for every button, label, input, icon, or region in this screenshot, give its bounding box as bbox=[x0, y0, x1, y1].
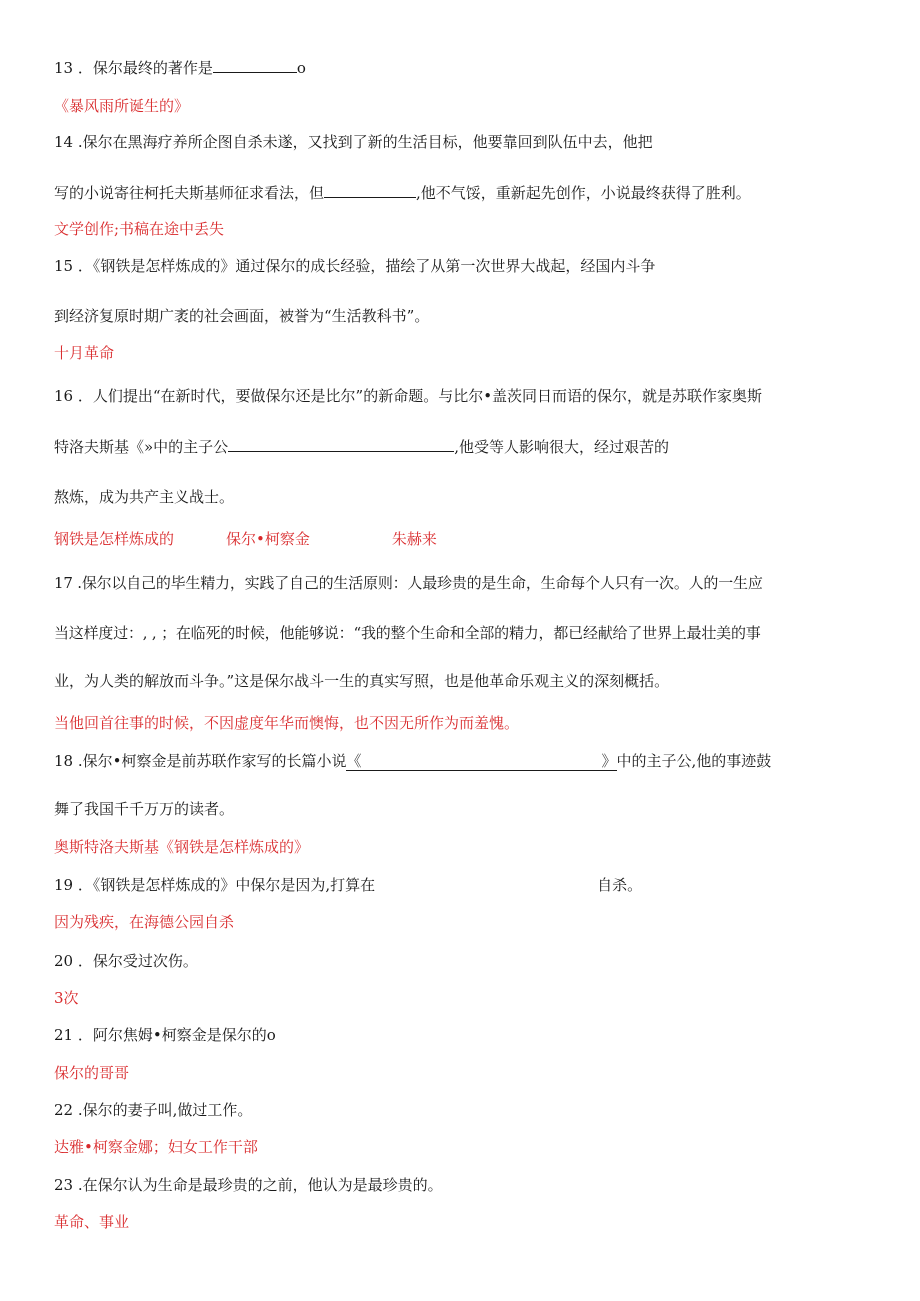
q19-text: 19 ．《钢铁是怎样炼成的》中保尔是因为,打算在 bbox=[54, 876, 376, 894]
q18-text-end: 中的主子公,他的事迹鼓 bbox=[616, 752, 772, 770]
q16-text-end: ,他受等人影响很大，经过艰苦的 bbox=[454, 438, 669, 456]
q18-text: 18 .保尔•柯察金是前苏联作家写的长篇小说 bbox=[54, 752, 347, 770]
q16-answer-3: 朱赫来 bbox=[391, 530, 437, 548]
q15-answer: 十月革命 bbox=[54, 344, 115, 362]
q23-line1: 23 .在保尔认为生命是最珍贵的之前，他认为是最珍贵的。 bbox=[54, 1176, 443, 1194]
q18-blank bbox=[346, 752, 616, 771]
q14-text-end: ,他不气馁，重新起先创作，小说最终获得了胜利。 bbox=[416, 184, 751, 202]
q18-close-quote: 》 bbox=[601, 752, 617, 770]
q18-line2: 舞了我国千千万万的读者。 bbox=[54, 800, 235, 818]
q23-answer: 革命、事业 bbox=[54, 1213, 130, 1231]
q18-line1 bbox=[54, 751, 771, 771]
q13-text-end: o bbox=[296, 59, 306, 77]
q16-line3: 熬炼，成为共产主义战士。 bbox=[54, 488, 235, 506]
q21-answer: 保尔的哥哥 bbox=[54, 1064, 130, 1082]
q16-answers bbox=[54, 529, 437, 549]
q22-line1: 22 .保尔的妻子叫,做过工作。 bbox=[54, 1101, 253, 1119]
q15-line1: 15 ．《钢铁是怎样炼成的》通过保尔的成长经验，描绘了从第一次世界大战起，经国内斗争 bbox=[54, 257, 656, 275]
q16-blank bbox=[228, 437, 454, 452]
q14-answer: 文学创作;书稿在途中丢失 bbox=[54, 220, 225, 238]
q19-line1 bbox=[54, 875, 642, 895]
q18-answer: 奥斯特洛夫斯基《钢铁是怎样炼成的》 bbox=[54, 838, 310, 856]
q16-line1: 16 ．人们提出“在新时代，要做保尔还是比尔”的新命题。与比尔•盖茨同日而语的保尔，就是苏联作家奥斯 bbox=[54, 387, 763, 405]
q14-line1: 14 .保尔在黑海疗养所企图自杀未遂，又找到了新的生活目标，他要靠回到队伍中去，他把 bbox=[54, 133, 653, 151]
q17-line3: 业，为人类的解放而斗争。”这是保尔战斗一生的真实写照，也是他革命乐观主义的深刻概括。 bbox=[54, 672, 670, 690]
q16-line2 bbox=[54, 437, 669, 457]
q17-line2: 当这样度过：, , ；在临死的时候，他能够说：“我的整个生命和全部的精力，都已经献给了世界上最壮美的事 bbox=[54, 624, 761, 642]
q14-line2 bbox=[54, 183, 751, 203]
q17-line1: 17 .保尔以自己的毕生精力，实践了自己的生活原则：人最珍贵的是生命，生命每个人只有一次。人的一生应 bbox=[54, 574, 763, 592]
q14-text: 写的小说寄往柯托夫斯基师征求看法，但 bbox=[54, 184, 325, 202]
q13-text: 13 ．保尔最终的著作是 bbox=[54, 59, 213, 77]
q13-answer: 《暴风雨所诞生的》 bbox=[54, 97, 190, 115]
q18-open-quote: 《 bbox=[346, 752, 362, 770]
q16-answer-1: 钢铁是怎样炼成的 bbox=[54, 530, 175, 548]
q15-line2: 到经济复原时期广袤的社会画面，被誉为“生活教科书”。 bbox=[54, 307, 430, 325]
q20-answer: 3次 bbox=[54, 989, 79, 1007]
q13-line1 bbox=[54, 58, 306, 78]
q19-answer: 因为残疾，在海德公园自杀 bbox=[54, 913, 235, 931]
q21-line1: 21 ．阿尔焦姆•柯察金是保尔的o bbox=[54, 1026, 276, 1044]
q22-answer: 达雅•柯察金娜；妇女工作干部 bbox=[54, 1138, 258, 1156]
q14-blank bbox=[324, 183, 416, 198]
q19-text-end: 自杀。 bbox=[597, 876, 643, 894]
q17-answer: 当他回首往事的时候，不因虚度年华而懊悔，也不因无所作为而羞愧。 bbox=[54, 714, 520, 732]
q16-answer-2: 保尔•柯察金 bbox=[226, 530, 310, 548]
q20-line1: 20 ．保尔受过次伤。 bbox=[54, 952, 198, 970]
q16-text: 特洛夫斯基《»中的主子公 bbox=[54, 438, 229, 456]
q13-blank bbox=[213, 58, 297, 73]
